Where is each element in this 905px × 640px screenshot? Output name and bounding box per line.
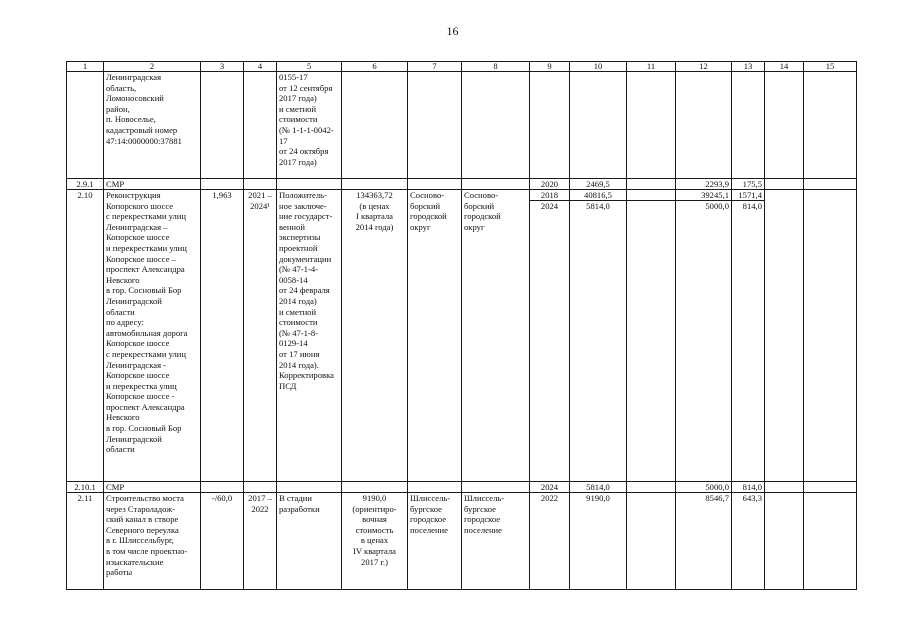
col-header-6: 6	[342, 62, 408, 72]
col-header-4: 4	[244, 62, 277, 72]
page-number: 16	[446, 24, 459, 38]
cell	[765, 190, 804, 482]
table-row-continuation	[67, 72, 857, 179]
cell	[627, 72, 676, 179]
cell	[462, 179, 530, 190]
object-address-cell: Ленинградская область, Ломоносовский район, п. Новоселье, кадастровый номер 47:14:0000000:37881	[104, 72, 201, 179]
capacity-cell: 1,963	[201, 190, 244, 482]
cell	[765, 482, 804, 493]
cell	[277, 179, 342, 190]
investment-table	[66, 61, 857, 590]
cell	[462, 72, 530, 179]
col-header-1: 1	[67, 62, 104, 72]
total-cell: 2469,5	[570, 179, 627, 190]
regional-budget-cell: 8546,7	[676, 493, 732, 590]
table-row-2-9-1	[67, 179, 857, 190]
table-row-2-10	[67, 190, 857, 201]
table-row-2-10-1	[67, 482, 857, 493]
local-budget-cell: 1571,4	[732, 190, 765, 201]
location-cell: Сосново- борский городской округ	[462, 190, 530, 482]
row-number: 2.9.1	[67, 179, 104, 190]
regional-budget-cell: 39245,1	[676, 190, 732, 201]
capacity-cell: -/60,0	[201, 493, 244, 590]
location-cell: Шлиссель- бургское городское поселение	[462, 493, 530, 590]
cell	[676, 72, 732, 179]
cost-cell: 134363,72 (в ценах I квартала 2014 года)	[342, 190, 408, 482]
total-cell: 40816,5	[570, 190, 627, 201]
cell	[342, 482, 408, 493]
customer-cell: Шлиссель- бургское городское поселение	[408, 493, 462, 590]
local-budget-cell: 814,0	[732, 201, 765, 482]
year-cell: 2024	[530, 482, 570, 493]
cell	[765, 493, 804, 590]
cell	[201, 482, 244, 493]
cell	[244, 179, 277, 190]
total-cell: 5814,0	[570, 201, 627, 482]
period-cell: 2021 – 2024¹	[244, 190, 277, 482]
row-number: 2.11	[67, 493, 104, 590]
cost-cell: 9190,0 (ориентиро- вочная стоимость в ценах IV квартала 2017 г.)	[342, 493, 408, 590]
cell	[627, 493, 676, 590]
documentation-cell: Положитель- ное заключе- ние государст- венной экспертизы проектной документации (№ 47-1-4- 0058-14 от 24 февраля 2014 года) и сметной стоимости (№ 47-1-8- 0129-14 от 17 июня 2014 года). Корректировка ПСД	[277, 190, 342, 482]
documentation-cell: 0155-17 от 12 сентября 2017 года) и сметной стоимости (№ 1-1-1-0042- 17 от 24 октября 2017 года)	[277, 72, 342, 179]
cell	[765, 179, 804, 190]
local-budget-cell: 814,0	[732, 482, 765, 493]
col-header-15: 15	[804, 62, 857, 72]
item-name: Реконструкция Копорского шоссе с перекрестками улиц Ленинградская – Копорское шоссе и перекрестками улиц Копорское шоссе – проспект Александра Невского в гор. Сосновый Бор Ленинградской области по адресу: автомобильная дорога Копорское шоссе с перекрестками улиц Ленинградская - Копорское шоссе и перекрестка улиц Копорское шоссе - проспект Александра Невского в гор. Сосновый Бор Ленинградской области	[104, 190, 201, 482]
cell	[804, 179, 857, 190]
col-header-11: 11	[627, 62, 676, 72]
col-header-2: 2	[104, 62, 201, 72]
cell	[342, 179, 408, 190]
col-header-8: 8	[462, 62, 530, 72]
col-header-12: 12	[676, 62, 732, 72]
cell	[732, 72, 765, 179]
cell	[804, 72, 857, 179]
cell	[627, 179, 676, 190]
year-cell: 2024	[530, 201, 570, 482]
year-cell: 2020	[530, 179, 570, 190]
year-cell: 2018	[530, 190, 570, 201]
row-number: 2.10.1	[67, 482, 104, 493]
col-header-7: 7	[408, 62, 462, 72]
cell	[244, 482, 277, 493]
cell	[627, 482, 676, 493]
local-budget-cell: 643,3	[732, 493, 765, 590]
period-cell: 2017 – 2022	[244, 493, 277, 590]
item-name: СМР	[104, 179, 201, 190]
item-name: СМР	[104, 482, 201, 493]
regional-budget-cell: 2293,9	[676, 179, 732, 190]
documentation-cell: В стадии разработки	[277, 493, 342, 590]
total-cell: 5814,0	[570, 482, 627, 493]
col-header-5: 5	[277, 62, 342, 72]
customer-cell: Сосново- борский городской округ	[408, 190, 462, 482]
cell	[765, 72, 804, 179]
col-header-14: 14	[765, 62, 804, 72]
cell	[408, 72, 462, 179]
regional-budget-cell: 5000,0	[676, 201, 732, 482]
cell	[804, 493, 857, 590]
cell	[244, 72, 277, 179]
cell	[408, 179, 462, 190]
regional-budget-cell: 5000,0	[676, 482, 732, 493]
cell	[530, 72, 570, 179]
cell	[201, 72, 244, 179]
cell	[570, 72, 627, 179]
cell	[342, 72, 408, 179]
item-name: Строительство моста через Староладож- ский канал в створе Северного переулка в г. Шлиссельбург, в том числе проектно- изыскательские работы	[104, 493, 201, 590]
col-header-3: 3	[201, 62, 244, 72]
cell	[201, 179, 244, 190]
cell	[277, 482, 342, 493]
total-cell: 9190,0	[570, 493, 627, 590]
table-row-2-11	[67, 493, 857, 590]
cell	[804, 482, 857, 493]
row-number: 2.10	[67, 190, 104, 482]
cell	[627, 201, 676, 482]
cell	[462, 482, 530, 493]
cell	[627, 190, 676, 201]
col-header-10: 10	[570, 62, 627, 72]
local-budget-cell: 175,5	[732, 179, 765, 190]
column-number-row	[67, 62, 857, 72]
cell	[804, 190, 857, 482]
year-cell: 2022	[530, 493, 570, 590]
cell	[67, 72, 104, 179]
col-header-13: 13	[732, 62, 765, 72]
col-header-9: 9	[530, 62, 570, 72]
cell	[408, 482, 462, 493]
